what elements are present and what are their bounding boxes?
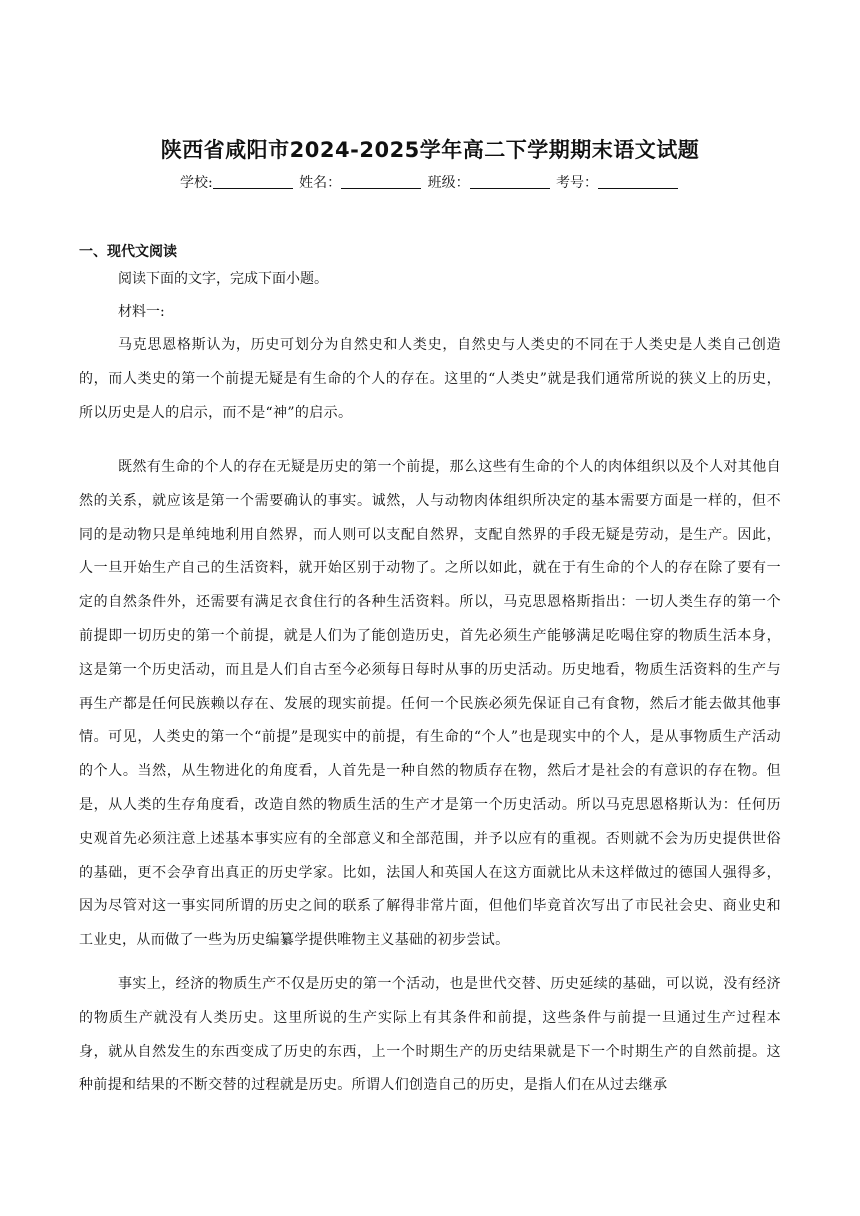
name-field [299,172,423,194]
name-blank[interactable] [341,174,421,189]
section-heading: 一、现代文阅读 [79,244,177,260]
paragraph: 马克思恩格斯认为，历史可划分为自然史和人类史，自然史与人类史的不同在于人类史是人类自己创造的，而人类史的第一个前提无疑是有生命的个人的存在。这里的“人类史”就是我们通常所说的狭义上的历史，所以历史是人的启示，而不是“神”的启示。 [79,337,781,421]
class-label: 班级： [427,175,470,191]
class-blank[interactable] [470,174,550,189]
paragraph: 事实上，经济的物质生产不仅是历史的第一个活动，也是世代交替、历史延续的基础，可以说，没有经济的物质生产就没有人类历史。这里所说的生产实际上有其条件和前提，这些条件与前提一旦通过生产过程本身，就从自然发生的东西变成了历史的东西，上一个时期生产的历史结果就是下一个时期生产的自然前提。这种前提和结果的不断交替的过程就是历史。所谓人们创造自己的历史，是指人们在从过去继承 [79,976,781,1094]
name-label: 姓名： [299,175,342,191]
school-field [180,172,295,194]
exam-number-blank[interactable] [598,174,678,189]
page-title: 陕西省咸阳市2024-2025学年高二下学期期末语文试题 [160,138,700,162]
student-info-row [0,172,860,194]
material-label: 材料一: [118,304,165,320]
paragraph: 既然有生命的个人的存在无疑是历史的第一个前提，那么这些有生命的个人的肉体组织以及个人对其他自然的关系，就应该是第一个需要确认的事实。诚然，人与动物肉体组织所决定的基本需要方面是一样的，但不同的是动物只是单纯地利用自然界，而人则可以支配自然界，支配自然界的手段无疑是劳动，是生产。因此，人一旦开始生产自己的生活资料，就开始区别于动物了。之所以如此，就在于有生命的个人的存在除了要有一定的自然条件外，还需要有满足衣食住行的各种生活资料。所以，马克思恩格斯指出：一切人类生存的第一个前提即一切历史的第一个前提，就是人们为了能创造历史，首先必须生产能够满足吃喝住穿的物质生活本身，这是第一个历史活动，而且是人们自古至今必须每日每时从事的历史活动。历史地看，物质生活资料的生产与再生产都是任何民族赖以存在、发展的现实前提。任何一个民族必须先保证自己有食物，然后才能去做其他事情。可见，人类史的第一个“前提”是现实中的前提，有生命的“个人”也是现实中的个人，是从事物质生产活动的个人。当然，从生物进化的角度看，人首先是一种自然的物质存在物，然后才是社会的有意识的存在物。但是，从人类的生存角度看，改造自然的物质生活的生产才是第一个历史活动。所以马克思恩格斯认为：任何历史观首先必须注意上述基本事实应有的全部意义和全部范围，并予以应有的重视。否则就不会为历史提供世俗的基础，更不会孕育出真正的历史学家。比如，法国人和英国人在这方面就比从未这样做过的德国人强得多，因为尽管对这一事实同所谓的历史之间的联系了解得非常片面，但他们毕竟首次写出了市民社会史、商业史和工业史，从而做了一些为历史编纂学提供唯物主义基础的初步尝试。 [79,459,781,949]
instruction-text: 阅读下面的文字，完成下面小题。 [118,271,328,287]
school-blank[interactable] [213,174,293,189]
school-label: 学校: [179,175,213,191]
exam-number-label: 考号： [556,175,599,191]
exam-number-field [556,172,680,194]
class-field [428,172,552,194]
